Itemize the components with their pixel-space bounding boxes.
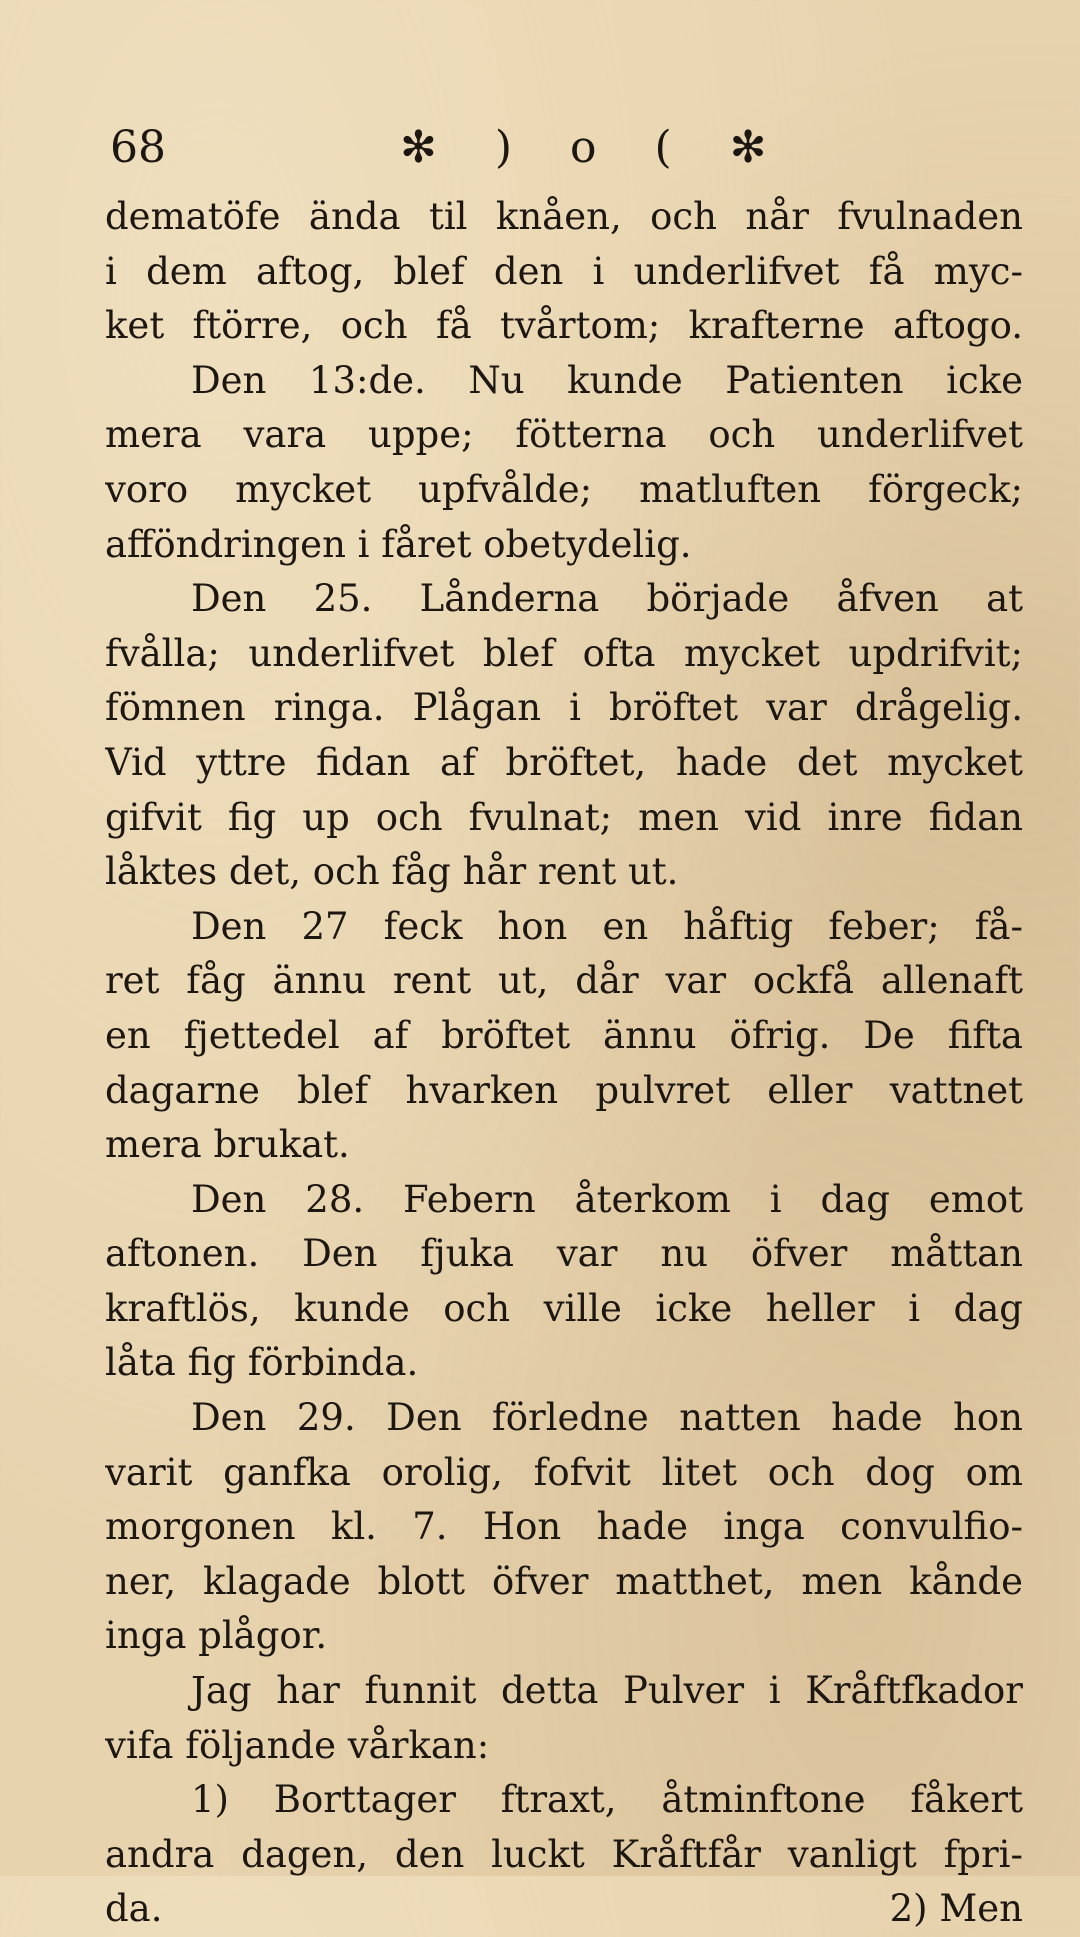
text-line: ket ftörre, och få tvårtom; krafterne aftogo. [105,304,1023,348]
text-line: ner, klagade blott öfver matthet, men kånde [105,1559,1023,1603]
text-line: Den 29. Den förledne natten hade hon [191,1396,1023,1440]
page-header [110,118,970,178]
text-line: andra dagen, den luckt Kråftfår vanligt fpri- [105,1832,1023,1876]
text-line: afföndringen i fåret obetydelig. [105,522,692,566]
final-line [105,1882,1023,1937]
text-line: kraftlös, kunde och ville icke heller i dag [105,1286,1023,1330]
text-line: morgonen kl. 7. Hon hade inga convulfio- [105,1505,1023,1549]
text-line: inga plågor. [105,1614,328,1658]
text-line: dagarne blef hvarken pulvret eller vattnet [105,1068,1023,1112]
text-line: låktes det, och fåg hår rent ut. [105,850,679,894]
text-line: Den 27 feck hon en håftig feber; få- [191,904,1023,948]
text-line: Den 25. Lånderna började åfven at [191,577,1023,621]
text-line: voro mycket upfvålde; matluften förgeck; [105,467,1023,511]
text-line: varit ganfka orolig, fofvit litet och dog om [105,1450,1023,1494]
text-line: fvålla; underlifvet blef ofta mycket updrifvit; [105,631,1023,675]
catchword: 2) Men [889,1887,1023,1931]
running-head-ornament: ✻ ) o ( ✻ [400,122,789,173]
page-number: 68 [110,122,166,173]
text-line: i dem aftog, blef den i underlifvet få myc- [105,249,1023,293]
text-line: mera brukat. [105,1123,350,1167]
text-line: gifvit fig up och fvulnat; men vid inre fidan [105,795,1023,839]
text-line: Den 13:de. Nu kunde Patienten icke [191,358,1023,402]
text-line: en fjettedel af bröftet ännu öfrig. De fifta [105,1013,1023,1057]
text-line: 1) Borttager ftraxt, åtminftone fåkert [191,1778,1023,1822]
text-line: vifa följande vårkan: [105,1723,490,1767]
text-line: dematöfe ända til knåen, och når fvulnaden [105,195,1023,238]
text-line: aftonen. Den fjuka var nu öfver måttan [105,1232,1023,1276]
text-line: fömnen ringa. Plågan i bröftet var drågelig. [105,686,1023,730]
text-line: låta fig förbinda. [105,1341,419,1385]
text-line: Den 28. Febern återkom i dag emot [191,1177,1023,1221]
final-line-text: da. [105,1887,163,1931]
text-line: ret fåg ännu rent ut, dår var ockfå allenaft [105,959,1023,1003]
text-line: Vid yttre fidan af bröftet, hade det mycket [105,740,1023,784]
text-line: Jag har funnit detta Pulver i Kråftfkador [191,1669,1023,1713]
body-text [105,190,1023,1937]
text-line: mera vara uppe; fötterna och underlifvet [105,413,1023,457]
